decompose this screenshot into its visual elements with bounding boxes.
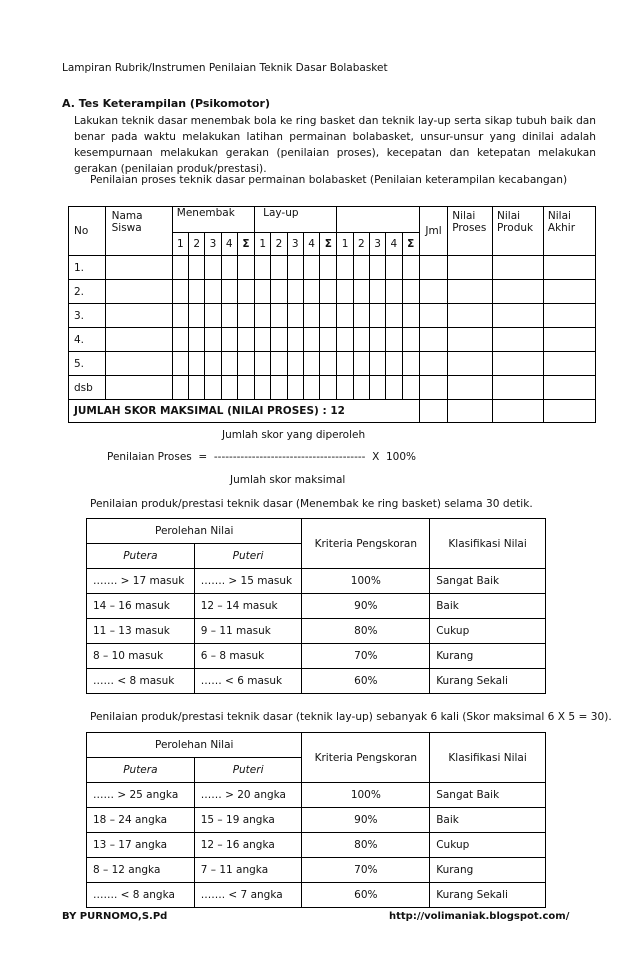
row-number: dsb bbox=[69, 376, 106, 400]
puteri-cell: 12 – 14 masuk bbox=[194, 594, 302, 619]
empty-cell bbox=[419, 256, 447, 280]
empty-cell bbox=[448, 256, 493, 280]
empty-cell bbox=[255, 256, 271, 280]
empty-cell bbox=[386, 352, 402, 376]
header-kriteria: Kriteria Pengskoran bbox=[302, 519, 430, 569]
table-row bbox=[69, 304, 596, 328]
puteri-cell: 6 – 8 masuk bbox=[194, 644, 302, 669]
empty-cell bbox=[386, 328, 402, 352]
empty-cell bbox=[221, 328, 237, 352]
kriteria-cell: 60% bbox=[302, 669, 430, 694]
klasifikasi-cell: Baik bbox=[430, 808, 546, 833]
sub-col-sum: Σ bbox=[402, 233, 419, 256]
putera-cell: 18 – 24 angka bbox=[87, 808, 195, 833]
empty-cell bbox=[320, 280, 337, 304]
empty-cell bbox=[303, 352, 319, 376]
row-number: 3. bbox=[69, 304, 106, 328]
empty-cell bbox=[287, 352, 303, 376]
header-klasifikasi: Klasifikasi Nilai bbox=[430, 519, 546, 569]
empty-cell bbox=[189, 256, 205, 280]
sub-col: 1 bbox=[172, 233, 188, 256]
empty-cell bbox=[189, 304, 205, 328]
empty-cell bbox=[205, 304, 221, 328]
header-puteri: Puteri bbox=[194, 758, 302, 783]
layup-intro: Penilaian produk/prestasi teknik dasar (teknik lay-up) sebanyak 6 kali (Skor maksimal 6 X 5 = 30). bbox=[90, 711, 612, 723]
puteri-cell: 15 – 19 angka bbox=[194, 808, 302, 833]
empty-cell bbox=[337, 256, 353, 280]
empty-cell bbox=[255, 352, 271, 376]
empty-cell bbox=[189, 352, 205, 376]
puteri-cell: 7 – 11 angka bbox=[194, 858, 302, 883]
empty-cell bbox=[337, 304, 353, 328]
kriteria-cell: 90% bbox=[302, 594, 430, 619]
shooting-intro: Penilaian produk/prestasi teknik dasar (Menembak ke ring basket) selama 30 detik. bbox=[90, 498, 533, 510]
empty-cell bbox=[369, 352, 385, 376]
table-row bbox=[69, 256, 596, 280]
kriteria-cell: 100% bbox=[302, 569, 430, 594]
col-blank bbox=[337, 207, 419, 233]
total-cell bbox=[448, 400, 493, 423]
empty-cell bbox=[303, 328, 319, 352]
empty-cell bbox=[402, 304, 419, 328]
empty-cell bbox=[543, 352, 595, 376]
empty-cell bbox=[448, 304, 493, 328]
putera-cell: 8 – 10 masuk bbox=[87, 644, 195, 669]
empty-cell bbox=[237, 328, 254, 352]
empty-cell bbox=[271, 280, 287, 304]
kriteria-cell: 80% bbox=[302, 619, 430, 644]
empty-cell bbox=[320, 304, 337, 328]
formula-line: Penilaian Proses = ---------------------------------------- X 100% bbox=[107, 451, 417, 463]
empty-cell bbox=[221, 256, 237, 280]
empty-cell bbox=[205, 376, 221, 400]
page-title: Lampiran Rubrik/Instrumen Penilaian Teknik Dasar Bolabasket bbox=[62, 62, 388, 74]
table-row bbox=[87, 883, 546, 908]
section-paragraph: Lakukan teknik dasar menembak bola ke ring basket dan teknik lay-up serta sikap tubuh baik dan benar pada waktu melakukan latihan permainan bolabasket, unsur-unsur yang dinilai adalah kesempurnaan melakukan gerakan (penilaian proses), kecepatan dan ketepatan melakukan gerakan (penilaian produk/prestasi). bbox=[74, 115, 596, 175]
sub-col-sum: Σ bbox=[237, 233, 254, 256]
process-subheading: Penilaian proses teknik dasar permainan bolabasket (Penilaian keterampilan kecabangan) bbox=[90, 174, 568, 186]
footer-url: http://volimaniak.blogspot.com/ bbox=[389, 911, 570, 922]
empty-cell bbox=[287, 256, 303, 280]
putera-cell: ……. < 8 angka bbox=[87, 883, 195, 908]
empty-cell bbox=[369, 304, 385, 328]
empty-cell bbox=[543, 280, 595, 304]
empty-cell bbox=[255, 328, 271, 352]
empty-cell bbox=[386, 376, 402, 400]
klasifikasi-cell: Kurang Sekali bbox=[430, 883, 546, 908]
formula-numerator: Jumlah skor yang diperoleh bbox=[222, 429, 366, 441]
header-puteri: Puteri bbox=[194, 544, 302, 569]
table-row bbox=[87, 808, 546, 833]
empty-cell bbox=[320, 352, 337, 376]
empty-cell bbox=[493, 352, 544, 376]
empty-cell bbox=[221, 280, 237, 304]
sub-col: 1 bbox=[255, 233, 271, 256]
header-putera: Putera bbox=[87, 544, 195, 569]
empty-cell bbox=[255, 280, 271, 304]
empty-cell bbox=[543, 376, 595, 400]
total-cell bbox=[419, 400, 447, 423]
empty-cell bbox=[105, 280, 172, 304]
empty-cell bbox=[172, 352, 188, 376]
layup-table bbox=[86, 732, 546, 908]
empty-cell bbox=[189, 280, 205, 304]
empty-cell bbox=[543, 304, 595, 328]
empty-cell bbox=[337, 352, 353, 376]
kriteria-cell: 70% bbox=[302, 858, 430, 883]
putera-cell: …… > 25 angka bbox=[87, 783, 195, 808]
empty-cell bbox=[353, 352, 369, 376]
empty-cell bbox=[419, 352, 447, 376]
klasifikasi-cell: Baik bbox=[430, 594, 546, 619]
empty-cell bbox=[271, 352, 287, 376]
empty-cell bbox=[337, 328, 353, 352]
empty-cell bbox=[353, 328, 369, 352]
total-cell bbox=[493, 400, 544, 423]
footer-author: BY PURNOMO,S.Pd bbox=[62, 911, 168, 922]
empty-cell bbox=[448, 352, 493, 376]
empty-cell bbox=[402, 280, 419, 304]
empty-cell bbox=[237, 256, 254, 280]
sub-col: 3 bbox=[369, 233, 385, 256]
empty-cell bbox=[205, 352, 221, 376]
empty-cell bbox=[189, 376, 205, 400]
sub-col: 2 bbox=[189, 233, 205, 256]
row-number: 5. bbox=[69, 352, 106, 376]
empty-cell bbox=[105, 256, 172, 280]
empty-cell bbox=[353, 280, 369, 304]
empty-cell bbox=[255, 376, 271, 400]
empty-cell bbox=[493, 280, 544, 304]
klasifikasi-cell: Cukup bbox=[430, 619, 546, 644]
sub-col: 3 bbox=[205, 233, 221, 256]
empty-cell bbox=[402, 376, 419, 400]
empty-cell bbox=[448, 280, 493, 304]
row-number: 1. bbox=[69, 256, 106, 280]
empty-cell bbox=[386, 280, 402, 304]
table-row bbox=[87, 594, 546, 619]
klasifikasi-cell: Kurang Sekali bbox=[430, 669, 546, 694]
putera-cell: 14 – 16 masuk bbox=[87, 594, 195, 619]
kriteria-cell: 90% bbox=[302, 808, 430, 833]
table-row bbox=[87, 858, 546, 883]
total-cell bbox=[543, 400, 595, 423]
col-nilai-akhir: Nilai Akhir bbox=[543, 207, 595, 256]
empty-cell bbox=[221, 352, 237, 376]
empty-cell bbox=[493, 256, 544, 280]
table-row bbox=[87, 644, 546, 669]
table-row bbox=[69, 328, 596, 352]
empty-cell bbox=[493, 304, 544, 328]
empty-cell bbox=[448, 376, 493, 400]
klasifikasi-cell: Kurang bbox=[430, 644, 546, 669]
empty-cell bbox=[493, 376, 544, 400]
empty-cell bbox=[386, 304, 402, 328]
sub-col: 2 bbox=[353, 233, 369, 256]
empty-cell bbox=[419, 280, 447, 304]
empty-cell bbox=[448, 328, 493, 352]
empty-cell bbox=[237, 304, 254, 328]
empty-cell bbox=[320, 256, 337, 280]
klasifikasi-cell: Kurang bbox=[430, 858, 546, 883]
table-row bbox=[87, 569, 546, 594]
empty-cell bbox=[402, 328, 419, 352]
empty-cell bbox=[287, 280, 303, 304]
empty-cell bbox=[303, 304, 319, 328]
empty-cell bbox=[221, 304, 237, 328]
empty-cell bbox=[369, 280, 385, 304]
col-layup: Lay-up bbox=[255, 207, 337, 233]
empty-cell bbox=[353, 304, 369, 328]
empty-cell bbox=[353, 256, 369, 280]
sub-col: 1 bbox=[337, 233, 353, 256]
empty-cell bbox=[353, 376, 369, 400]
kriteria-cell: 60% bbox=[302, 883, 430, 908]
header-kriteria: Kriteria Pengskoran bbox=[302, 733, 430, 783]
empty-cell bbox=[237, 352, 254, 376]
empty-cell bbox=[255, 304, 271, 328]
sub-col: 3 bbox=[287, 233, 303, 256]
empty-cell bbox=[105, 376, 172, 400]
col-nama-siswa: Nama Siswa bbox=[105, 207, 172, 256]
putera-cell: ……. > 17 masuk bbox=[87, 569, 195, 594]
puteri-cell: …… > 20 angka bbox=[194, 783, 302, 808]
empty-cell bbox=[237, 280, 254, 304]
empty-cell bbox=[303, 376, 319, 400]
empty-cell bbox=[493, 328, 544, 352]
empty-cell bbox=[419, 376, 447, 400]
shooting-table bbox=[86, 518, 546, 694]
header-putera: Putera bbox=[87, 758, 195, 783]
col-nilai-proses: Nilai Proses bbox=[448, 207, 493, 256]
sub-col-sum: Σ bbox=[320, 233, 337, 256]
row-number: 4. bbox=[69, 328, 106, 352]
empty-cell bbox=[369, 376, 385, 400]
sub-col: 4 bbox=[221, 233, 237, 256]
empty-cell bbox=[419, 328, 447, 352]
putera-cell: …… < 8 masuk bbox=[87, 669, 195, 694]
empty-cell bbox=[172, 328, 188, 352]
empty-cell bbox=[369, 256, 385, 280]
table-row bbox=[69, 280, 596, 304]
klasifikasi-cell: Sangat Baik bbox=[430, 569, 546, 594]
empty-cell bbox=[287, 328, 303, 352]
table-row bbox=[87, 669, 546, 694]
table-row bbox=[87, 619, 546, 644]
klasifikasi-cell: Cukup bbox=[430, 833, 546, 858]
header-perolehan: Perolehan Nilai bbox=[87, 733, 302, 758]
table-row bbox=[87, 783, 546, 808]
empty-cell bbox=[172, 256, 188, 280]
sub-col: 2 bbox=[271, 233, 287, 256]
empty-cell bbox=[172, 304, 188, 328]
total-row: JUMLAH SKOR MAKSIMAL (NILAI PROSES) : 12 bbox=[69, 400, 420, 423]
empty-cell bbox=[271, 256, 287, 280]
empty-cell bbox=[419, 304, 447, 328]
col-nilai-produk: Nilai Produk bbox=[493, 207, 544, 256]
empty-cell bbox=[287, 304, 303, 328]
col-jml: Jml bbox=[419, 207, 447, 256]
empty-cell bbox=[172, 280, 188, 304]
kriteria-cell: 100% bbox=[302, 783, 430, 808]
putera-cell: 13 – 17 angka bbox=[87, 833, 195, 858]
empty-cell bbox=[303, 280, 319, 304]
kriteria-cell: 80% bbox=[302, 833, 430, 858]
puteri-cell: ……. < 7 angka bbox=[194, 883, 302, 908]
header-perolehan: Perolehan Nilai bbox=[87, 519, 302, 544]
empty-cell bbox=[287, 376, 303, 400]
empty-cell bbox=[105, 352, 172, 376]
empty-cell bbox=[320, 376, 337, 400]
kriteria-cell: 70% bbox=[302, 644, 430, 669]
empty-cell bbox=[320, 328, 337, 352]
empty-cell bbox=[172, 376, 188, 400]
formula-denominator: Jumlah skor maksimal bbox=[230, 474, 346, 486]
empty-cell bbox=[369, 328, 385, 352]
header-klasifikasi: Klasifikasi Nilai bbox=[430, 733, 546, 783]
section-heading: A. Tes Keterampilan (Psikomotor) bbox=[62, 97, 271, 110]
empty-cell bbox=[105, 304, 172, 328]
empty-cell bbox=[337, 376, 353, 400]
empty-cell bbox=[386, 256, 402, 280]
empty-cell bbox=[205, 328, 221, 352]
empty-cell bbox=[543, 328, 595, 352]
empty-cell bbox=[189, 328, 205, 352]
table-row bbox=[87, 833, 546, 858]
empty-cell bbox=[237, 376, 254, 400]
col-menembak: Menembak bbox=[172, 207, 254, 233]
empty-cell bbox=[303, 256, 319, 280]
empty-cell bbox=[271, 328, 287, 352]
sub-col: 4 bbox=[386, 233, 402, 256]
sub-col: 4 bbox=[303, 233, 319, 256]
klasifikasi-cell: Sangat Baik bbox=[430, 783, 546, 808]
row-number: 2. bbox=[69, 280, 106, 304]
putera-cell: 11 – 13 masuk bbox=[87, 619, 195, 644]
empty-cell bbox=[543, 256, 595, 280]
empty-cell bbox=[221, 376, 237, 400]
empty-cell bbox=[205, 256, 221, 280]
table-row bbox=[69, 376, 596, 400]
puteri-cell: 12 – 16 angka bbox=[194, 833, 302, 858]
putera-cell: 8 – 12 angka bbox=[87, 858, 195, 883]
empty-cell bbox=[205, 280, 221, 304]
empty-cell bbox=[271, 376, 287, 400]
puteri-cell: …… < 6 masuk bbox=[194, 669, 302, 694]
empty-cell bbox=[402, 352, 419, 376]
empty-cell bbox=[402, 256, 419, 280]
process-table bbox=[68, 206, 596, 423]
puteri-cell: 9 – 11 masuk bbox=[194, 619, 302, 644]
empty-cell bbox=[337, 280, 353, 304]
col-no: No bbox=[69, 207, 106, 256]
puteri-cell: ……. > 15 masuk bbox=[194, 569, 302, 594]
empty-cell bbox=[105, 328, 172, 352]
empty-cell bbox=[271, 304, 287, 328]
table-row bbox=[69, 352, 596, 376]
